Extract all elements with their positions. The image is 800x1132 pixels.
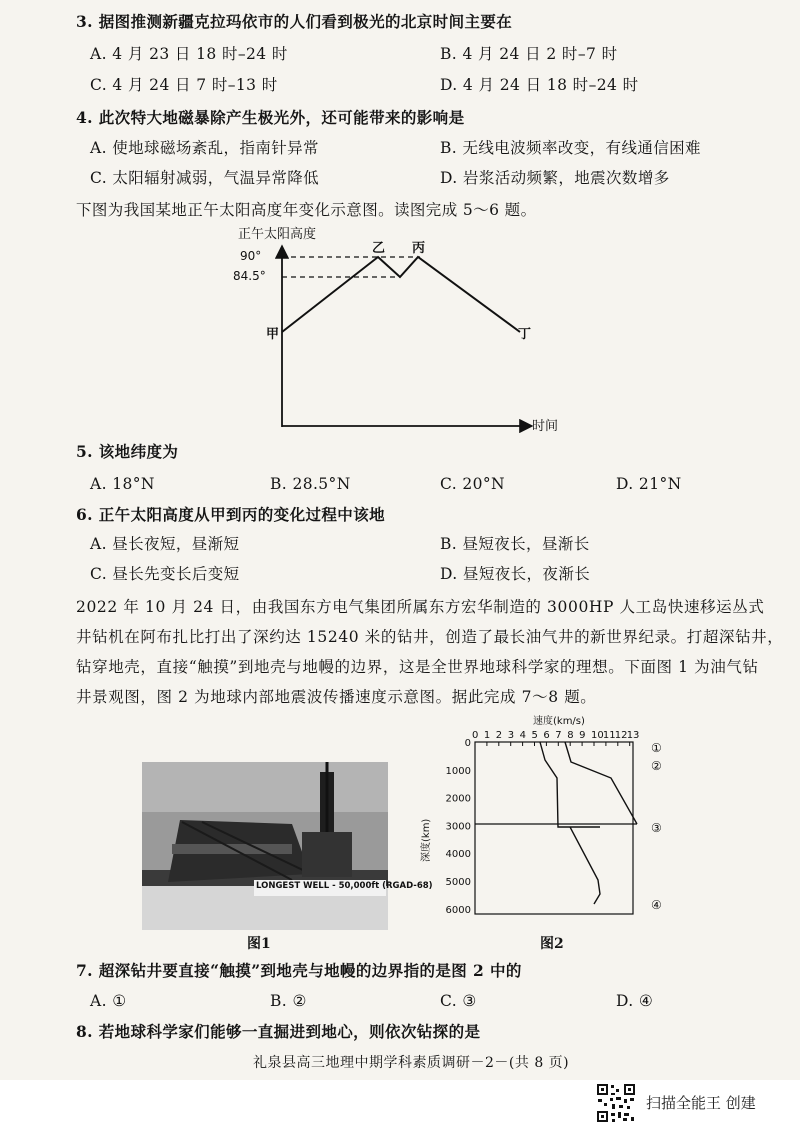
q4-option-a: A. 使地球磁场紊乱，指南针异常 [90, 139, 319, 157]
x-axis-title: 时间 [532, 419, 559, 434]
intro-5-6: 下图为我国某地正午太阳高度年变化示意图。读图完成 5～6 题。 [76, 201, 537, 219]
passage-7-8 [76, 592, 784, 712]
q4-option-c: C. 太阳辐射减弱，气温异常降低 [90, 169, 320, 187]
fig2-frame [475, 742, 633, 914]
fig2-y-tick: 4000 [445, 849, 471, 861]
fig2-y-tick: 1000 [445, 765, 471, 777]
marker-3: ③ [651, 821, 662, 835]
q7-option-b: B. ② [270, 992, 307, 1010]
page-footer: 礼泉县高三地理中期学科素质调研－2－(共 8 页) [253, 1055, 570, 1071]
fig2-x-tick: 7 [555, 730, 562, 741]
point-yi: 乙 [372, 241, 386, 256]
seismic-velocity-chart [415, 712, 680, 934]
fig2-caption: 图2 [540, 936, 564, 952]
fig2-x-tick: 12 [614, 730, 628, 741]
fig2-y-tick: 6000 [445, 904, 471, 916]
fig2-x-tick: 9 [579, 730, 586, 741]
q4-option-d: D. 岩浆活动频繁，地震次数增多 [440, 169, 670, 187]
q3-option-a: A. 4 月 23 日 18 时–24 时 [90, 45, 288, 63]
fig2-x-tick: 10 [591, 730, 604, 741]
passage-line-2: 井钻机在阿布扎比打出了深约达 15240 米的钻井，创造了最长油气井的新世界纪录。打超深钻井， [76, 628, 784, 646]
fig2-x-tick: 2 [495, 730, 503, 741]
fig2-x-tick: 8 [567, 730, 574, 741]
rig-banner: LONGEST WELL - 50,000ft (RGAD-68) [256, 881, 433, 891]
tick-90: 90° [240, 249, 262, 263]
point-jia: 甲 [266, 327, 280, 342]
q3-stem: 3. 据图推测新疆克拉玛依市的人们看到极光的北京时间主要在 [76, 12, 513, 31]
fig2-x-tick: 6 [543, 730, 550, 741]
q7-option-c: C. ③ [440, 992, 477, 1010]
fig2-y-title: 深度(km) [421, 818, 432, 862]
marker-2: ② [651, 759, 662, 773]
fig2-x-title: 速度(km/s) [533, 716, 585, 727]
q3-option-d: D. 4 月 24 日 18 时–24 时 [440, 76, 639, 94]
point-ding: 丁 [518, 327, 532, 342]
q4-stem: 4. 此次特大地磁暴除产生极光外，还可能带来的影响是 [76, 108, 465, 127]
fig2-y-tick: 3000 [445, 821, 471, 833]
point-bing: 丙 [412, 241, 426, 256]
q6-option-b: B. 昼短夜长，昼渐长 [440, 535, 590, 553]
q7-option-d: D. ④ [616, 992, 654, 1010]
marker-4: ④ [651, 898, 662, 912]
q8-stem: 8. 若地球科学家们能够一直掘进到地心，则依次钻探的是 [76, 1022, 481, 1041]
fig2-y-tick: 2000 [445, 793, 471, 805]
qr-code-icon [596, 1083, 636, 1123]
fig2-x-tick: 11 [602, 730, 616, 741]
tick-84-5: 84.5° [233, 269, 266, 283]
sun-altitude-chart [230, 222, 570, 434]
q5-stem: 5. 该地纬度为 [76, 442, 179, 461]
sun-altitude-line [282, 257, 520, 332]
q6-option-c: C. 昼长先变长后变短 [90, 565, 240, 583]
q5-option-a: A. 18°N [90, 475, 155, 493]
q7-option-a: A. ① [90, 992, 127, 1010]
fig2-x-tick: 5 [531, 730, 538, 741]
fig2-x-tick: 0 [472, 730, 479, 741]
q7-stem: 7. 超深钻井要直接“触摸”到地壳与地幔的边界指的是图 2 中的 [76, 961, 522, 980]
fig2-x-tick: 13 [626, 730, 640, 741]
y-axis-title: 正午太阳高度 [238, 227, 317, 242]
fig1-caption: 图1 [247, 936, 271, 952]
passage-line-1: 2022 年 10 月 24 日，由我国东方电气集团所属东方宏华制造的 3000HP 人工岛快速移运丛式 [76, 598, 765, 616]
q6-stem: 6. 正午太阳高度从甲到丙的变化过程中该地 [76, 505, 385, 524]
q6-option-a: A. 昼长夜短，昼渐短 [90, 535, 240, 553]
fig2-x-tick: 1 [483, 730, 491, 741]
q3-option-c: C. 4 月 24 日 7 时–13 时 [90, 76, 278, 94]
passage-line-4: 井景观图，图 2 为地球内部地震波传播速度示意图。据此完成 7～8 题。 [76, 688, 597, 706]
fig2-x-tick: 3 [507, 730, 515, 741]
oil-rig-illustration [142, 762, 388, 930]
scanner-brand: 扫描全能王 创建 [646, 1094, 756, 1112]
p-wave-curve [565, 742, 637, 824]
passage-line-3: 钻穿地壳，直接“触摸”到地壳与地幔的边界，这是全世界地球科学家的理想。下面图 1 为油气钻 [76, 658, 759, 676]
q4-option-b: B. 无线电波频率改变，有线通信困难 [440, 139, 701, 157]
q5-option-d: D. 21°N [616, 475, 682, 493]
q5-option-c: C. 20°N [440, 475, 505, 493]
fig2-x-tick: 4 [519, 730, 526, 741]
q3-option-b: B. 4 月 24 日 2 时–7 时 [440, 45, 618, 63]
s-wave-curve [540, 742, 600, 904]
fig2-y-tick: 0 [464, 738, 471, 749]
q5-option-b: B. 28.5°N [270, 475, 351, 493]
q6-option-d: D. 昼短夜长，夜渐长 [440, 565, 591, 583]
fig2-y-tick: 5000 [445, 877, 471, 888]
marker-1: ① [651, 741, 662, 755]
